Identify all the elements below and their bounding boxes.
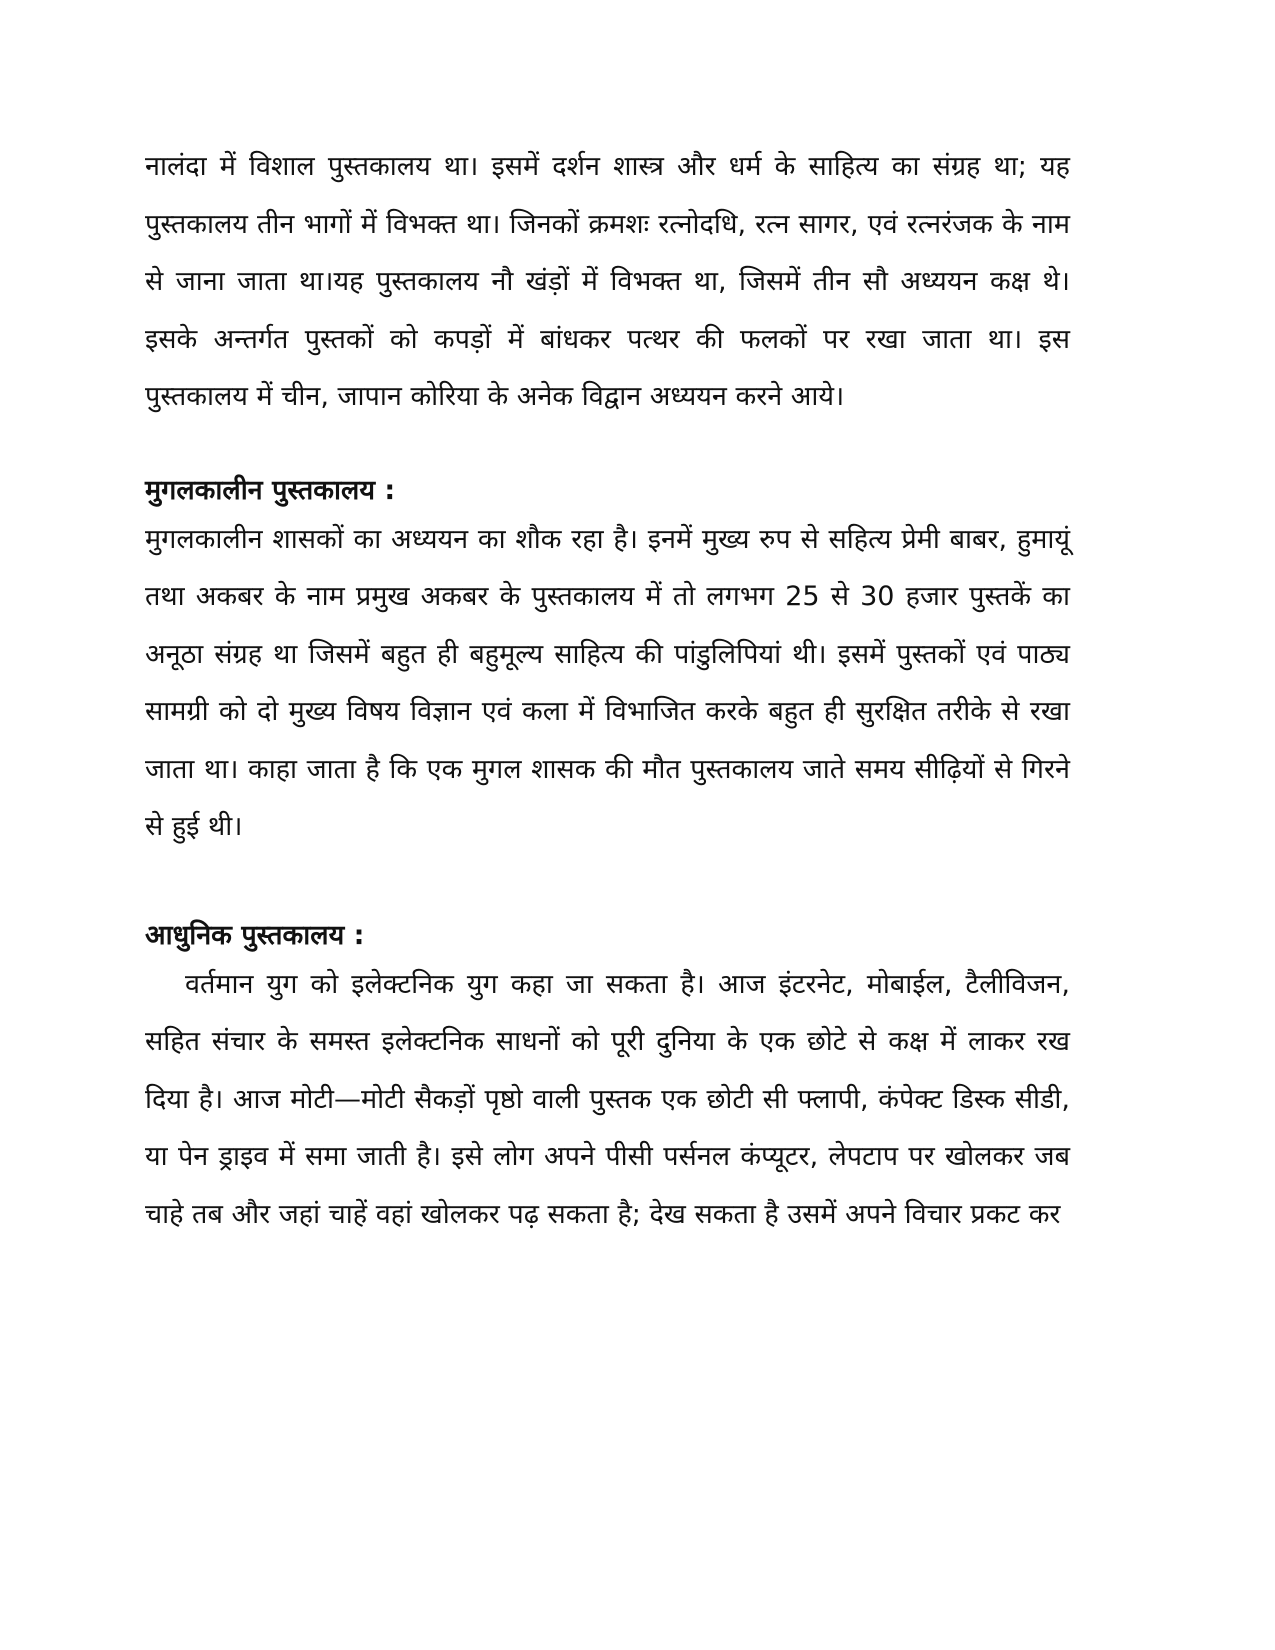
section-heading-mughal-libraries: मुगलकालीन पुस्तकालय : xyxy=(145,474,396,506)
document-page xyxy=(145,138,1070,1243)
intro-paragraph: नालंदा में विशाल पुस्तकालय था। इसमें दर्शन शास्त्र और धर्म के साहित्य का संग्रह था; यह पुस्तकालय तीन भागों में विभक्त था। जिनकों क्रमशः रत्नोदधि, रत्न सागर, एवं रत्नरंजक के नाम से जाना जाता था।यह पुस्तकालय नौ खंड़ों में विभक्त था, जिसमें तीन सौ अध्ययन कक्ष थे। इसके अन्तर्गत पुस्तकों को कपड़ों में बांधकर पत्थर की फलकों पर रखा जाता था। इस पुस्तकालय में चीन, जापान कोरिया के अनेक विद्वान अध्ययन करने आये। xyxy=(145,151,1070,412)
section-paragraph-modern-libraries: वर्तमान युग को इलेक्टनिक युग कहा जा सकता है। आज इंटरनेट, मोबाईल, टैलीविजन, सहित संचार के समस्त इलेक्टनिक साधनों को पूरी दुनिया के एक छोटे से कक्ष में लाकर रख दिया है। आज मोटी—मोटी सैकड़ों पृष्ठो वाली पुस्तक एक छोटी सी फ्लापी, कंपेक्ट डिस्क सीडी, या पेन ड्राइव में समा जाती है। इसे लोग अपने पीसी पर्सनल कंप्यूटर, लेपटाप पर खोलकर जब चाहे तब और जहां चाहें वहां खोलकर पढ़ सकता है; देख सकता है उसमें अपने विचार प्रकट कर xyxy=(145,968,1070,1230)
section-heading-modern-libraries: आधुनिक पुस्तकालय : xyxy=(145,919,365,951)
section-paragraph-mughal-libraries: मुगलकालीन शासकों का अध्ययन का शौक रहा है। इनमें मुख्य रुप से सहित्य प्रेमी बाबर, हुमायूं तथा अकबर के नाम प्रमुख अकबर के पुस्तकालय में तो लगभग 25 से 30 हजार पुस्तकें का अनूठा संग्रह था जिसमें बहुत ही बहुमूल्य साहित्य की पांडुलिपियां थी। इसमें पुस्तकों एवं पाठ्य सामग्री को दो मुख्य विषय विज्ञान एवं कला में विभाजित करके बहुत ही सुरक्षित तरीके से रखा जाता था। काहा जाता है कि एक मुगल शासक की मौत पुस्तकालय जाते समय सीढ़ियों से गिरने से हुई थी। xyxy=(145,523,1070,842)
